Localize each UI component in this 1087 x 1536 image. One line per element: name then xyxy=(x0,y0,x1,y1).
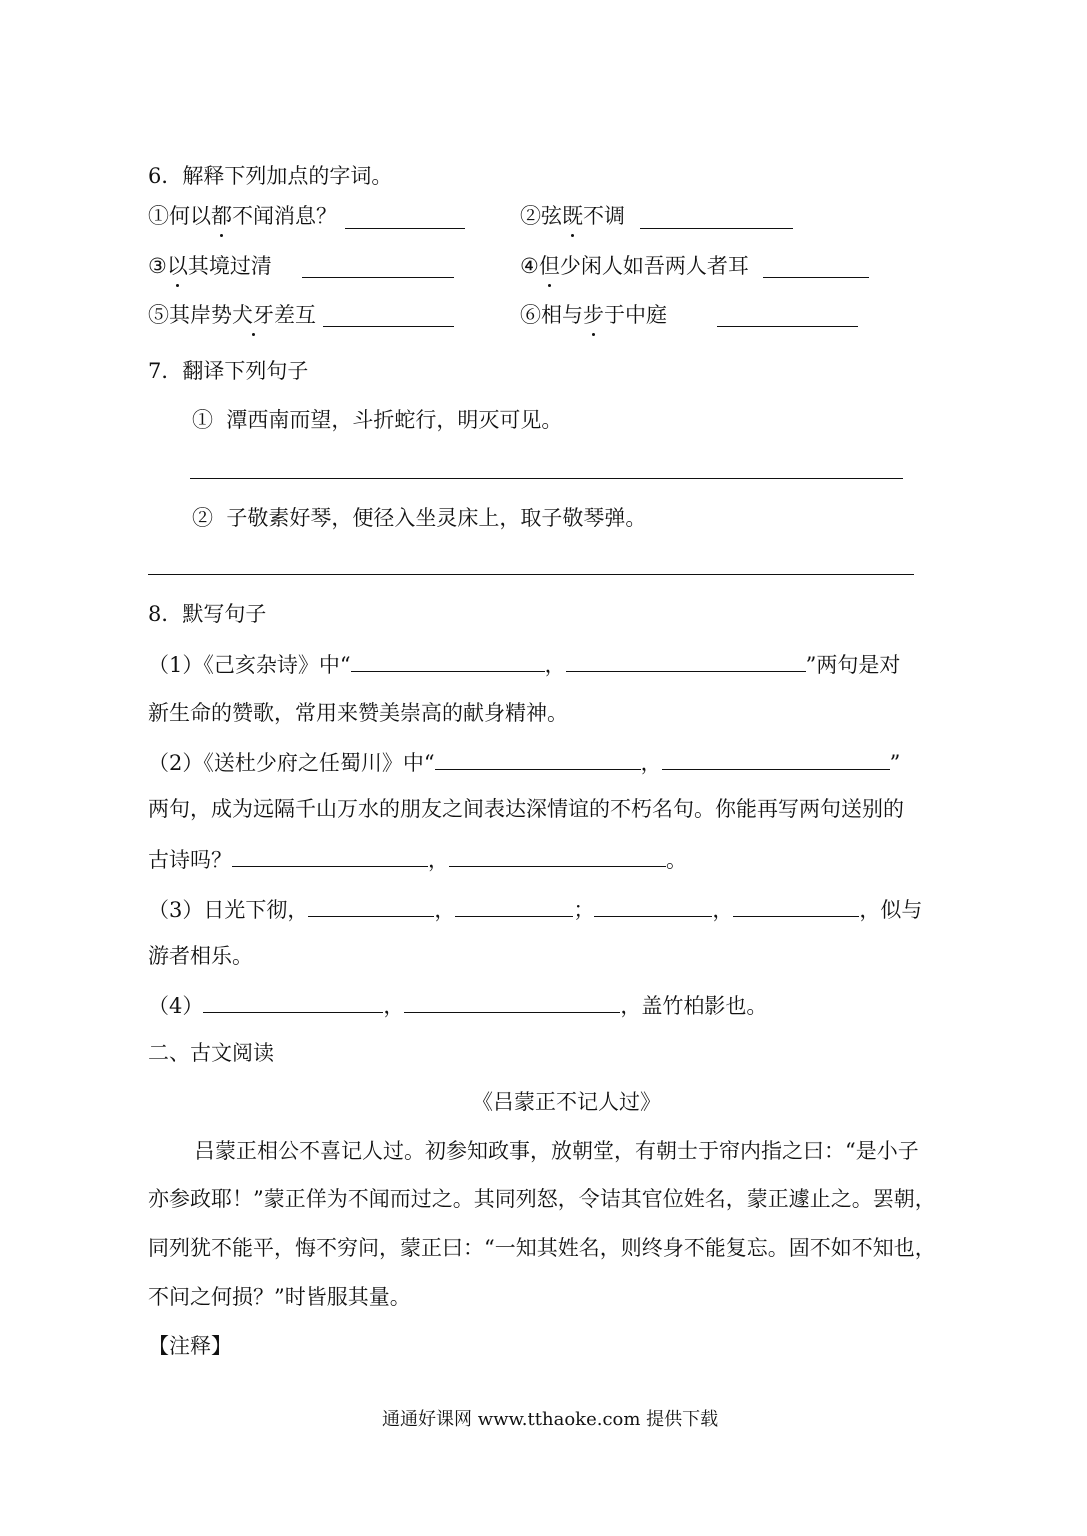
q8-part-2-line-2: 两句，成为远隔千山万水的朋友之间表达深情谊的不朽名句。你能再写两句送别的 xyxy=(148,797,904,821)
q8-blank-1a[interactable] xyxy=(351,649,545,672)
q8-blank-3c[interactable] xyxy=(594,894,712,917)
passage-line-2: 亦参政耶！”蒙正佯为不闻而过之。其同列怒，令诘其官位姓名，蒙正遽止之。罢朝， xyxy=(148,1187,936,1211)
passage-title: 《吕蒙正不记人过》 xyxy=(472,1090,661,1114)
q6-answer-blank-6[interactable] xyxy=(717,304,858,327)
q7-heading: 7．翻译下列句子 xyxy=(148,359,309,383)
q8-blank-2b[interactable] xyxy=(662,747,890,770)
q8-blank-3a[interactable] xyxy=(308,894,434,917)
q7-answer-line-1[interactable] xyxy=(190,478,903,479)
q6-item-2: ②弦既不调 xyxy=(520,204,625,228)
q8-blank-1b[interactable] xyxy=(566,649,806,672)
q6-item-5: ⑤其岸势犬牙差互 xyxy=(148,303,316,327)
section-2-heading: 二、古文阅读 xyxy=(148,1041,274,1065)
q7-sentence-1: ① 潭西南而望，斗折蛇行，明灭可见。 xyxy=(192,408,563,432)
q7-answer-line-2[interactable] xyxy=(148,574,914,575)
passage-line-3: 同列犹不能平，悔不穷问，蒙正曰：“一知其姓名，则终身不能复忘。固不如不知也， xyxy=(148,1236,936,1260)
q8-blank-2c[interactable] xyxy=(232,844,428,867)
q6-answer-blank-1[interactable] xyxy=(345,206,465,229)
q8-part-3-line-2: 游者相乐。 xyxy=(148,944,253,968)
q8-heading: 8．默写句子 xyxy=(148,602,267,626)
q6-answer-blank-4[interactable] xyxy=(763,255,869,278)
q7-sentence-2: ② 子敬素好琴，便径入坐灵床上，取子敬琴弹。 xyxy=(192,506,647,530)
q6-item-3: ③以其境过清 xyxy=(148,254,272,278)
q8-blank-4a[interactable] xyxy=(203,990,383,1013)
page-footer: 通通好课网 www.tthaoke.com 提供下载 xyxy=(382,1409,719,1430)
notes-label: 【注释】 xyxy=(148,1334,232,1358)
q6-heading: 6．解释下列加点的字词。 xyxy=(148,164,393,188)
q6-item-6: ⑥相与步于中庭 xyxy=(520,303,667,327)
q8-part-2-line-3: 古诗吗？ ， 。 xyxy=(148,844,687,874)
q8-blank-3b[interactable] xyxy=(455,894,573,917)
q8-blank-2a[interactable] xyxy=(435,747,641,770)
passage-line-1: 吕蒙正相公不喜记人过。初参知政事，放朝堂，有朝士于帘内指之曰：“是小子 xyxy=(194,1139,919,1163)
q6-answer-blank-5[interactable] xyxy=(323,304,454,327)
q8-blank-3d[interactable] xyxy=(733,894,859,917)
q6-item-1: ①何以都不闻消息？ xyxy=(148,204,337,228)
q8-part-2-line-1: （2）《送杜少府之任蜀川》中“ ， ” xyxy=(148,747,900,777)
q6-answer-blank-2[interactable] xyxy=(640,206,793,229)
q8-part-4: （4） ， ，盖竹柏影也。 xyxy=(148,990,767,1020)
q6-item-4: ④但少闲人如吾两人者耳 xyxy=(520,254,749,278)
q8-part-3-line-1: （3）日光下彻， ， ； ， ，似与 xyxy=(148,894,922,924)
q8-part-1-line-1: （1）《己亥杂诗》中“ ， ”两句是对 xyxy=(148,649,900,679)
q8-blank-4b[interactable] xyxy=(404,990,620,1013)
q6-answer-blank-3[interactable] xyxy=(302,255,454,278)
q8-part-1-line-2: 新生命的赞歌，常用来赞美崇高的献身精神。 xyxy=(148,701,568,725)
passage-line-4: 不问之何损？”时皆服其量。 xyxy=(148,1285,411,1309)
q8-blank-2d[interactable] xyxy=(449,844,666,867)
